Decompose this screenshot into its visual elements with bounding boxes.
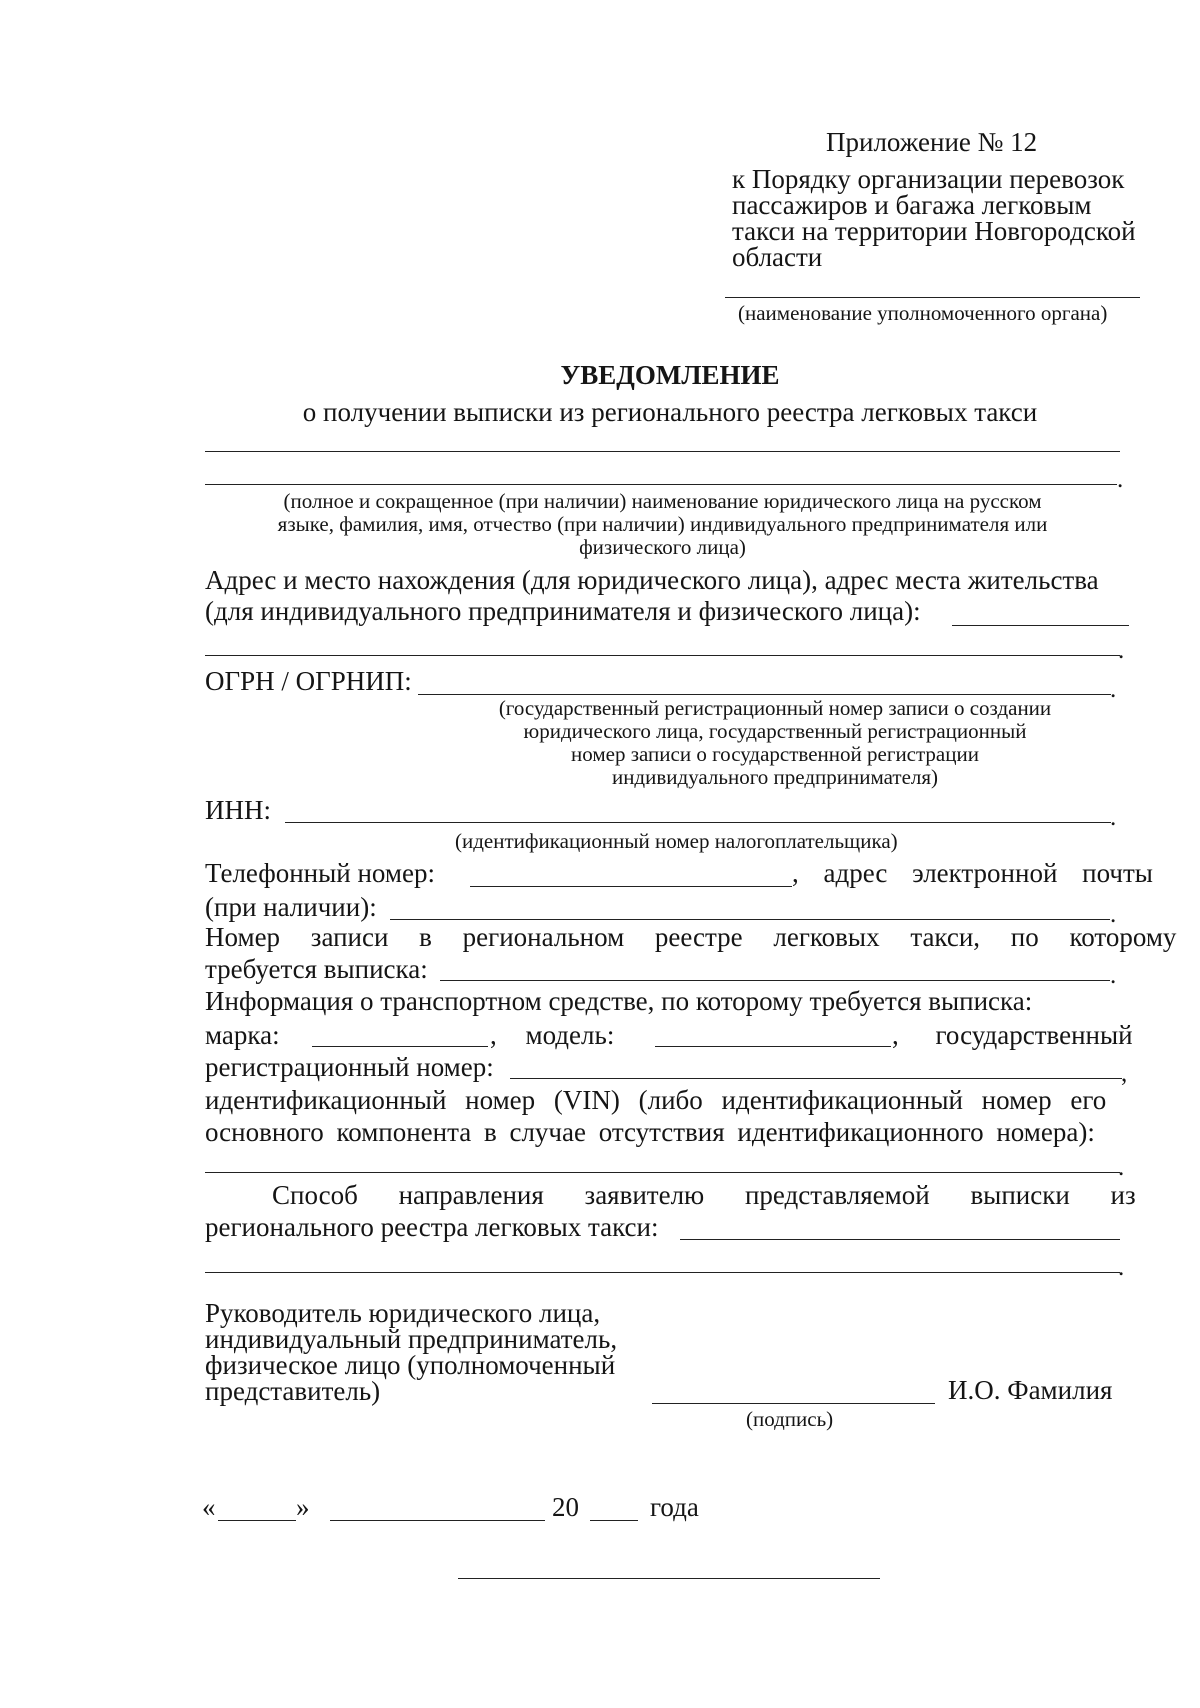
date-year-prefix: 20 bbox=[552, 1492, 579, 1522]
document-subtitle: о получении выписки из регионального реестра легковых такси bbox=[302, 397, 1038, 427]
authority-caption: (наименование уполномоченного органа) bbox=[738, 301, 1108, 325]
date-year-field[interactable] bbox=[590, 1520, 638, 1521]
date-open-quote: « bbox=[202, 1492, 216, 1522]
applicant-name-line-2[interactable] bbox=[205, 484, 1117, 485]
appendix-number: Приложение № 12 bbox=[826, 127, 1038, 157]
registry-label-line-1: Номер записи в региональном реестре легковых такси, по которому bbox=[205, 922, 1177, 952]
address-label-line-1: Адрес и место нахождения (для юридического лица), адрес места жительства bbox=[205, 565, 1099, 595]
vehicle-state-label: , государственный bbox=[892, 1020, 1133, 1050]
vehicle-reg-field[interactable] bbox=[510, 1078, 1122, 1079]
email-field-line[interactable] bbox=[390, 919, 1110, 920]
authority-field-line[interactable] bbox=[725, 297, 1140, 298]
vehicle-vin-line-1: идентификационный номер (VIN) (либо идентификационный номер его bbox=[205, 1085, 1107, 1115]
signer-name: И.О. Фамилия bbox=[948, 1375, 1113, 1405]
signer-title: Руководитель юридического лица, индивидуальный предприниматель, физическое лицо (уполномоченный представитель) bbox=[205, 1298, 618, 1406]
date-day-field[interactable] bbox=[218, 1520, 296, 1521]
phone-field-line[interactable] bbox=[470, 886, 792, 887]
ogrn-label: ОГРН / ОГРНИП: bbox=[205, 666, 412, 696]
date-month-field[interactable] bbox=[330, 1520, 545, 1521]
vehicle-reg-label: регистрационный номер: bbox=[205, 1052, 494, 1082]
period-mark: . bbox=[1117, 466, 1124, 493]
document-title: УВЕДОМЛЕНИЕ bbox=[560, 360, 780, 390]
method-label-line-1: Способ направления заявителю представляемой выписки из bbox=[272, 1180, 1136, 1210]
date-close-quote: » bbox=[296, 1492, 310, 1522]
applicant-name-line-1[interactable] bbox=[205, 451, 1120, 452]
vehicle-model-field[interactable] bbox=[655, 1046, 891, 1047]
email-label: , адрес электронной почты bbox=[792, 858, 1153, 888]
vehicle-vin-field[interactable] bbox=[205, 1172, 1120, 1173]
vehicle-intro: Информация о транспортном средстве, по которому требуется выписка: bbox=[205, 986, 1033, 1016]
registry-label-line-2: требуется выписка: bbox=[205, 954, 428, 984]
inn-caption: (идентификационный номер налогоплательщика) bbox=[455, 829, 898, 853]
inn-label: ИНН: bbox=[205, 795, 271, 825]
date-year-suffix: года bbox=[650, 1492, 699, 1522]
vehicle-model-label: , модель: bbox=[490, 1020, 615, 1050]
appendix-reference: к Порядку организации перевозок пассажиров и багажа легковым такси на территории Новгородской области bbox=[732, 164, 1136, 272]
address-field-line-1[interactable] bbox=[952, 625, 1129, 626]
vehicle-vin-line-2: основного компонента в случае отсутствия идентификационного номера): bbox=[205, 1117, 1095, 1147]
address-label-line-2: (для индивидуального предпринимателя и физического лица): bbox=[205, 596, 921, 626]
method-field-line-1[interactable] bbox=[680, 1239, 1120, 1240]
address-field-line-2[interactable] bbox=[205, 655, 1120, 656]
method-label-line-2: регионального реестра легковых такси: bbox=[205, 1212, 659, 1242]
inn-field-line[interactable] bbox=[285, 822, 1111, 823]
registry-field-line[interactable] bbox=[440, 980, 1110, 981]
vehicle-brand-label: марка: bbox=[205, 1020, 280, 1050]
signature-caption: (подпись) bbox=[746, 1407, 834, 1431]
phone-label: Телефонный номер: bbox=[205, 858, 435, 888]
vehicle-brand-field[interactable] bbox=[312, 1046, 488, 1047]
email-label-2: (при наличии): bbox=[205, 892, 377, 922]
signature-field-line[interactable] bbox=[652, 1403, 935, 1404]
applicant-caption: (полное и сокращенное (при наличии) наименование юридического лица на русском языке, фамилия, имя, отчество (при наличии) индивидуального предпринимателя или физического лица) bbox=[277, 489, 1048, 559]
document-page: Приложение № 12 к Порядку организации перевозок пассажиров и багажа легковым такси на территории Новгородской области (наименование уполномоченного органа) УВЕДОМЛЕНИЕ о получении выписки из регионального реестра легковых такси . (полное и сокращенное (при наличии) наименование юридического лица на русском языке, фамилия, имя, отчество (при наличии) индивидуального предпринимателя или физического лица) Адрес и место нахождения (для юридического лица), адрес места жительства (для индивидуального предпринимателя и физического лица): . ОГРН / ОГРНИП: . (государственный регистрационный номер записи о создании юридического лица, государственный регистрационный номер записи о государственной регистрации индивидуального предпринимателя) ИНН: . (идентификационный номер налогоплательщика) Телефонный номер: , адрес электронной почты (при наличии): . Номер записи в региональном реестре легковых такси, по которому требуется выписка: . Информация о транспортном средстве, по которому требуется выписка: марка: , модель: , государственный регистрационный номер: , идентификационный номер (VIN) (либо идентификационный номер его основного компонента в случае отсутствия идентификационного номера): . Способ направления заявителю представляемой выписки из регионального реестра легковых такси: . Руководитель юридического лица, индивидуальный предприниматель, физическое лицо (уполномоченный представитель) И.О. Фамилия (подпись) « » 20 года bbox=[0, 0, 1200, 1708]
ogrn-caption: (государственный регистрационный номер записи о создании юридического лица, государственный регистрационный номер записи о государственной регистрации индивидуального предпринимателя) bbox=[498, 696, 1052, 789]
method-field-line-2[interactable] bbox=[205, 1272, 1120, 1273]
bottom-separator bbox=[458, 1578, 880, 1579]
ogrn-field-line[interactable] bbox=[418, 694, 1111, 695]
